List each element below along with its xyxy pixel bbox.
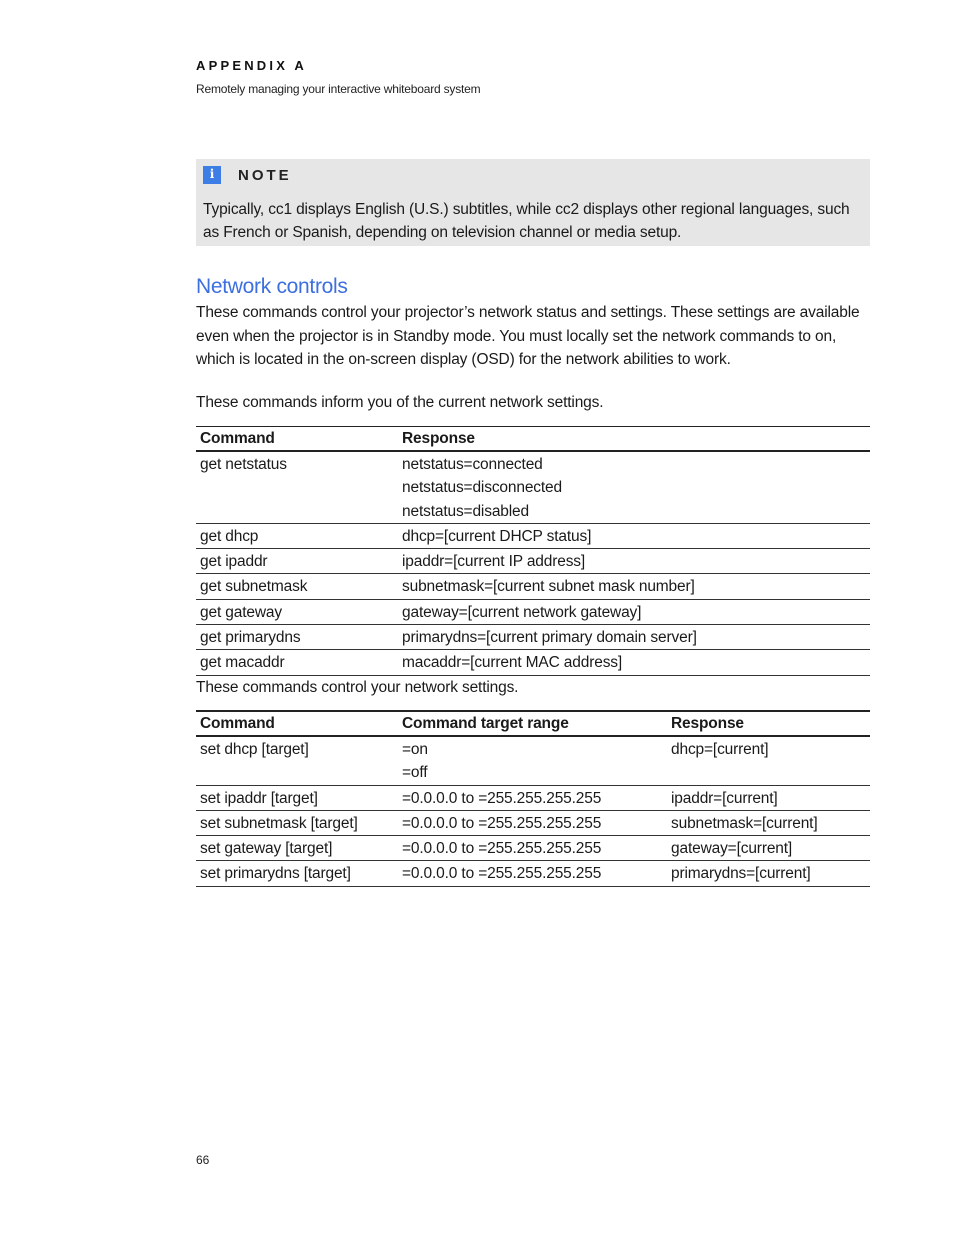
info-commands-table xyxy=(196,426,870,676)
target-range-line: =0.0.0.0 to =255.255.255.255 xyxy=(402,814,602,832)
response-line: subnetmask=[current subnet mask number] xyxy=(402,578,695,596)
command-cell: get ipaddr xyxy=(196,549,398,574)
command-cell: set subnetmask [target] xyxy=(196,810,398,835)
command-cell: get dhcp xyxy=(196,523,398,548)
response-cell xyxy=(398,451,870,523)
command-cell: get macaddr xyxy=(196,650,398,675)
target-range-cell xyxy=(398,785,667,810)
response-cell xyxy=(398,549,870,574)
response-cell: dhcp=[current] xyxy=(667,736,870,785)
response-cell: gateway=[current] xyxy=(667,836,870,861)
target-range-line: =on xyxy=(402,741,428,758)
command-cell: get netstatus xyxy=(196,451,398,523)
column-header: Response xyxy=(398,427,870,452)
table-row xyxy=(196,625,870,650)
response-line: ipaddr=[current IP address] xyxy=(402,553,586,571)
table-row xyxy=(196,574,870,599)
response-cell xyxy=(398,650,870,675)
info-icon: i xyxy=(203,166,221,184)
table-header-row xyxy=(196,711,870,736)
table-row xyxy=(196,523,870,548)
command-cell: set dhcp [target] xyxy=(196,736,398,785)
control-table-intro: These commands control your network settings. xyxy=(196,679,519,696)
response-line: gateway=[current network gateway] xyxy=(402,603,642,621)
response-cell xyxy=(398,523,870,548)
target-range-cell xyxy=(398,861,667,886)
response-line: netstatus=disabled xyxy=(402,502,529,520)
command-cell: get primarydns xyxy=(196,625,398,650)
column-header: Command xyxy=(196,427,398,452)
table-row xyxy=(196,650,870,675)
target-range-cell xyxy=(398,836,667,861)
section-title: Network controls xyxy=(196,275,348,298)
column-header: Response xyxy=(667,711,870,736)
note-box xyxy=(196,159,870,246)
response-cell xyxy=(398,625,870,650)
table-row xyxy=(196,736,870,785)
command-cell: get gateway xyxy=(196,599,398,624)
response-line: netstatus=connected xyxy=(402,456,543,473)
response-line: primarydns=[current primary domain server] xyxy=(402,629,697,647)
table-row xyxy=(196,810,870,835)
note-label: NOTE xyxy=(238,167,292,184)
target-range-line: =0.0.0.0 to =255.255.255.255 xyxy=(402,789,602,807)
table-row xyxy=(196,549,870,574)
table-row xyxy=(196,836,870,861)
table-row xyxy=(196,861,870,886)
control-commands-table xyxy=(196,710,870,887)
response-line: dhcp=[current DHCP status] xyxy=(402,527,592,545)
response-cell: subnetmask=[current] xyxy=(667,810,870,835)
response-cell xyxy=(398,574,870,599)
target-range-cell xyxy=(398,736,667,785)
target-range-line: =0.0.0.0 to =255.255.255.255 xyxy=(402,865,602,883)
appendix-heading: APPENDIX A xyxy=(196,58,307,73)
table-row xyxy=(196,785,870,810)
response-line: macaddr=[current MAC address] xyxy=(402,654,623,672)
target-range-line: =off xyxy=(402,764,428,782)
response-cell: ipaddr=[current] xyxy=(667,785,870,810)
section-intro: These commands control your projector’s network status and settings. These settings are available even when the projector is in Standby mode. You must locally set the network commands to on, which is located in the on-screen display (OSD) for the network abilities to work. xyxy=(196,304,860,368)
column-header: Command xyxy=(196,711,398,736)
table-row xyxy=(196,451,870,523)
note-text: Typically, cc1 displays English (U.S.) subtitles, while cc2 displays other regional languages, such as French or Spanish, depending on television channel or media setup. xyxy=(203,201,850,241)
command-cell: get subnetmask xyxy=(196,574,398,599)
command-cell: set gateway [target] xyxy=(196,836,398,861)
target-range-line: =0.0.0.0 to =255.255.255.255 xyxy=(402,840,602,858)
column-header: Command target range xyxy=(398,711,667,736)
response-cell: primarydns=[current] xyxy=(667,861,870,886)
table-row xyxy=(196,599,870,624)
command-cell: set primarydns [target] xyxy=(196,861,398,886)
info-table-intro: These commands inform you of the current network settings. xyxy=(196,394,604,411)
command-cell: set ipaddr [target] xyxy=(196,785,398,810)
table-header-row xyxy=(196,427,870,452)
chapter-subtitle: Remotely managing your interactive whiteboard system xyxy=(196,82,481,96)
page-number: 66 xyxy=(196,1153,210,1167)
response-cell xyxy=(398,599,870,624)
response-line: netstatus=disconnected xyxy=(402,479,562,497)
target-range-cell xyxy=(398,810,667,835)
